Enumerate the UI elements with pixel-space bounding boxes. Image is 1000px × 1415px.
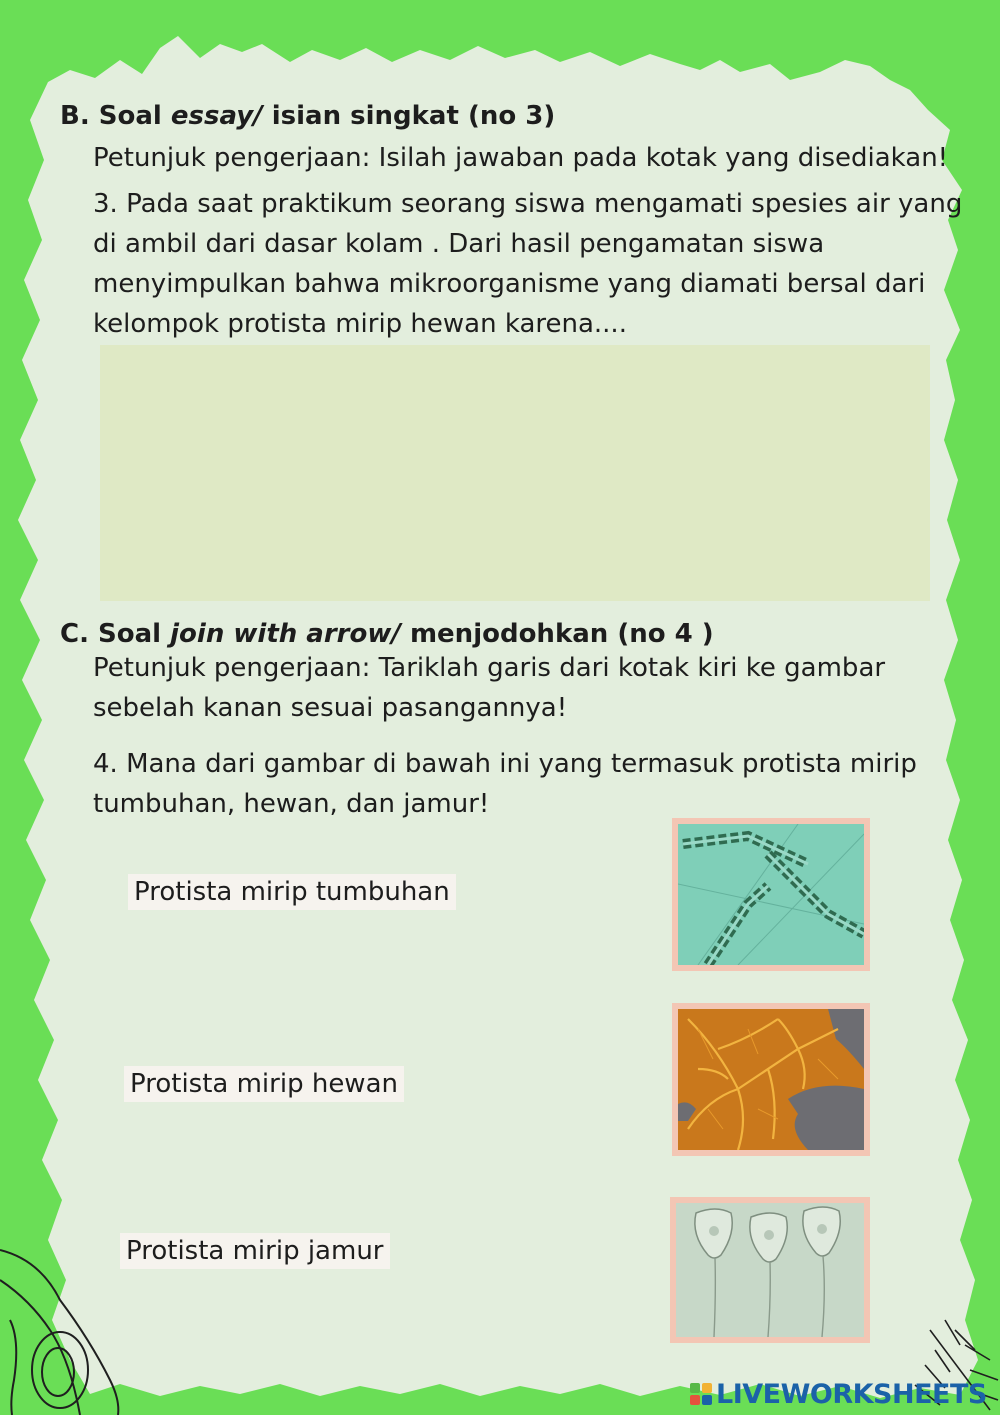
question-3-line-3: menyimpulkan bahwa mikroorganisme yang diamati bersal dari (93, 269, 926, 299)
section-c-letter: C. (60, 619, 89, 649)
question-4-line-2: tumbuhan, hewan, dan jamur! (93, 789, 490, 819)
question-4-line-1: 4. Mana dari gambar di bawah ini yang termasuk protista mirip (93, 749, 917, 779)
question-3-line-1: 3. Pada saat praktikum seorang siswa mengamati spesies air yang (93, 189, 963, 219)
spirogyra-micrograph[interactable] (672, 818, 870, 971)
section-b-letter: B. (60, 101, 90, 131)
match-label-hewan[interactable]: Protista mirip hewan (124, 1066, 404, 1102)
section-b-instruction: Petunjuk pengerjaan: Isilah jawaban pada kotak yang disediakan! (93, 143, 949, 173)
slime-mold-photo[interactable] (672, 1003, 870, 1156)
slime-mold-image (678, 1009, 864, 1150)
answer-textbox[interactable] (100, 345, 930, 601)
vorticella-image (676, 1203, 864, 1337)
section-b-heading (60, 96, 555, 136)
match-label-tumbuhan[interactable]: Protista mirip tumbuhan (128, 874, 456, 910)
section-b-label-end: isian singkat (no 3) (271, 101, 556, 131)
liveworksheets-logo (690, 1374, 987, 1414)
section-b-label-italic: essay/ (170, 101, 263, 131)
section-c-instruction-line-2: sebelah kanan sesuai pasangannya! (93, 693, 568, 723)
match-label-jamur[interactable]: Protista mirip jamur (120, 1233, 390, 1269)
vorticella-micrograph[interactable] (670, 1197, 870, 1343)
section-c-label-italic: join with arrow/ (170, 619, 401, 649)
section-c-label-end: menjodohkan (no 4 ) (409, 619, 714, 649)
question-3-line-2: di ambil dari dasar kolam . Dari hasil pengamatan siswa (93, 229, 825, 259)
spirogyra-image (678, 824, 864, 965)
section-c-label-start: Soal (98, 619, 162, 649)
section-c-instruction-line-1: Petunjuk pengerjaan: Tariklah garis dari kotak kiri ke gambar (93, 653, 886, 683)
section-b-label-start: Soal (98, 101, 162, 131)
liveworksheets-logo-text: LIVEWORKSHEETS (716, 1378, 987, 1410)
question-3-line-4: kelompok protista mirip hewan karena.... (93, 309, 627, 339)
liveworksheets-logo-icon (690, 1383, 712, 1405)
